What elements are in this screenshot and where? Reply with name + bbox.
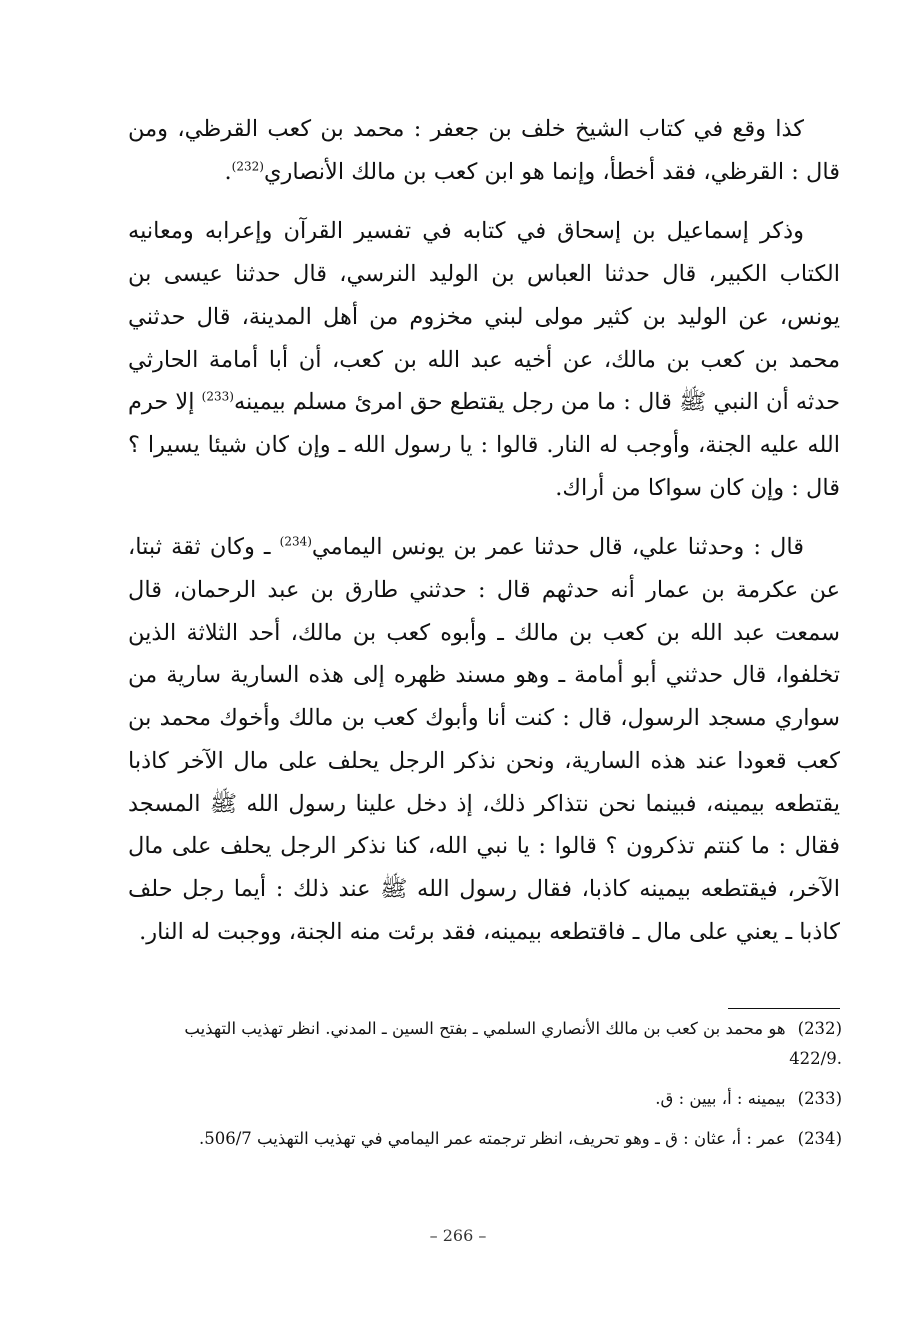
footnote-ref-234[interactable]: (234): [279, 534, 312, 549]
footnote-234: [125, 1124, 842, 1154]
paragraph-1: كذا وقع في كتاب الشيخ خلف بن جعفر : محمد بن كعب القرظي، ومن قال : القرظي، فقد أخطأ، وإنما هو ابن كعب بن مالك الأنصاري$^{(232)}$.: [128, 116, 840, 185]
footnotes: [125, 1014, 842, 1164]
footnote-ref-232[interactable]: (232): [231, 159, 264, 174]
footnote-number: (234): [797, 1129, 842, 1148]
paragraph-3: قال : وحدثنا علي، قال حدثنا عمر بن يونس اليمامي$^{(234)}$ ـ وكان ثقة ثبتا، عن عكرمة بن عمار أنه حدثهم قال : حدثني طارق بن عبد الرحمان، قال سمعت عبد الله بن كعب بن مالك ـ وأبوه كعب بن مالك، أحد الثلاثة الذين تخلفوا، قال حدثني أبو أمامة ـ وهو مسند ظهره إلى هذه السارية سارية من سواري مسجد الرسول، قال : كنت أنا وأبوك كعب بن مالك وأخوك محمد بن كعب قعودا عند هذه السارية، ونحن نذكر الرجل يحلف على مال الآخر كاذبا يقتطعه بيمينه، فبينما نحن نتذاكر ذلك، إذ دخل علينا رسول الله ﷺ المسجد فقال : ما كنتم تذكرون ؟ قالوا : يا نبي الله، كنا نذكر الرجل يحلف على مال الآخر، فيقتطعه بيمينه كاذبا، فقال رسول الله ﷺ عند ذلك : أيما رجل حلف كاذبا ـ يعني على مال ـ فاقتطعه بيمينه، فقد برئت منه الجنة، ووجبت له النار.: [128, 534, 840, 945]
page-number: – 266 –: [429, 1226, 487, 1245]
footnote-number: (232): [797, 1019, 842, 1038]
main-text: [128, 108, 840, 953]
footnote-232: [125, 1014, 842, 1074]
footnote-text: عمر : أ، عثان : ق ـ وهو تحريف، انظر ترجمته عمر اليمامي في تهذيب التهذيب 506/7.: [198, 1129, 786, 1148]
footnote-233: [125, 1084, 842, 1114]
footnote-ref-233[interactable]: (233): [201, 389, 234, 404]
paragraph-2: وذكر إسماعيل بن إسحاق في كتابه في تفسير القرآن وإعرابه ومعانيه الكتاب الكبير، قال حدثنا العباس بن الوليد النرسي، قال حدثنا عيسى بن يونس، عن الوليد بن كثير مولى لبني مخزوم من أهل المدينة، قال حدثني محمد بن كعب بن مالك، عن أخيه عبد الله بن كعب، أن أبا أمامة الحارثي حدثه أن النبي ﷺ قال : ما من رجل يقتطع حق امرئ مسلم بيمينه$^{(233)}$ إلا حرم الله عليه الجنة، وأوجب له النار. قالوا : يا رسول الله ـ وإن كان شيئا يسيرا ؟ قال : وإن كان سواكا من أراك.: [128, 218, 840, 501]
footnote-separator: [728, 1008, 840, 1009]
footnote-text: بيمينه : أ، بيين : ق.: [655, 1089, 786, 1108]
footnote-number: (233): [797, 1089, 842, 1108]
footnote-text-continuation: .422/9: [789, 1049, 842, 1068]
footnote-text: هو محمد بن كعب بن مالك الأنصاري السلمي ـ بفتح السين ـ المدني. انظر تهذيب التهذيب: [184, 1019, 786, 1038]
